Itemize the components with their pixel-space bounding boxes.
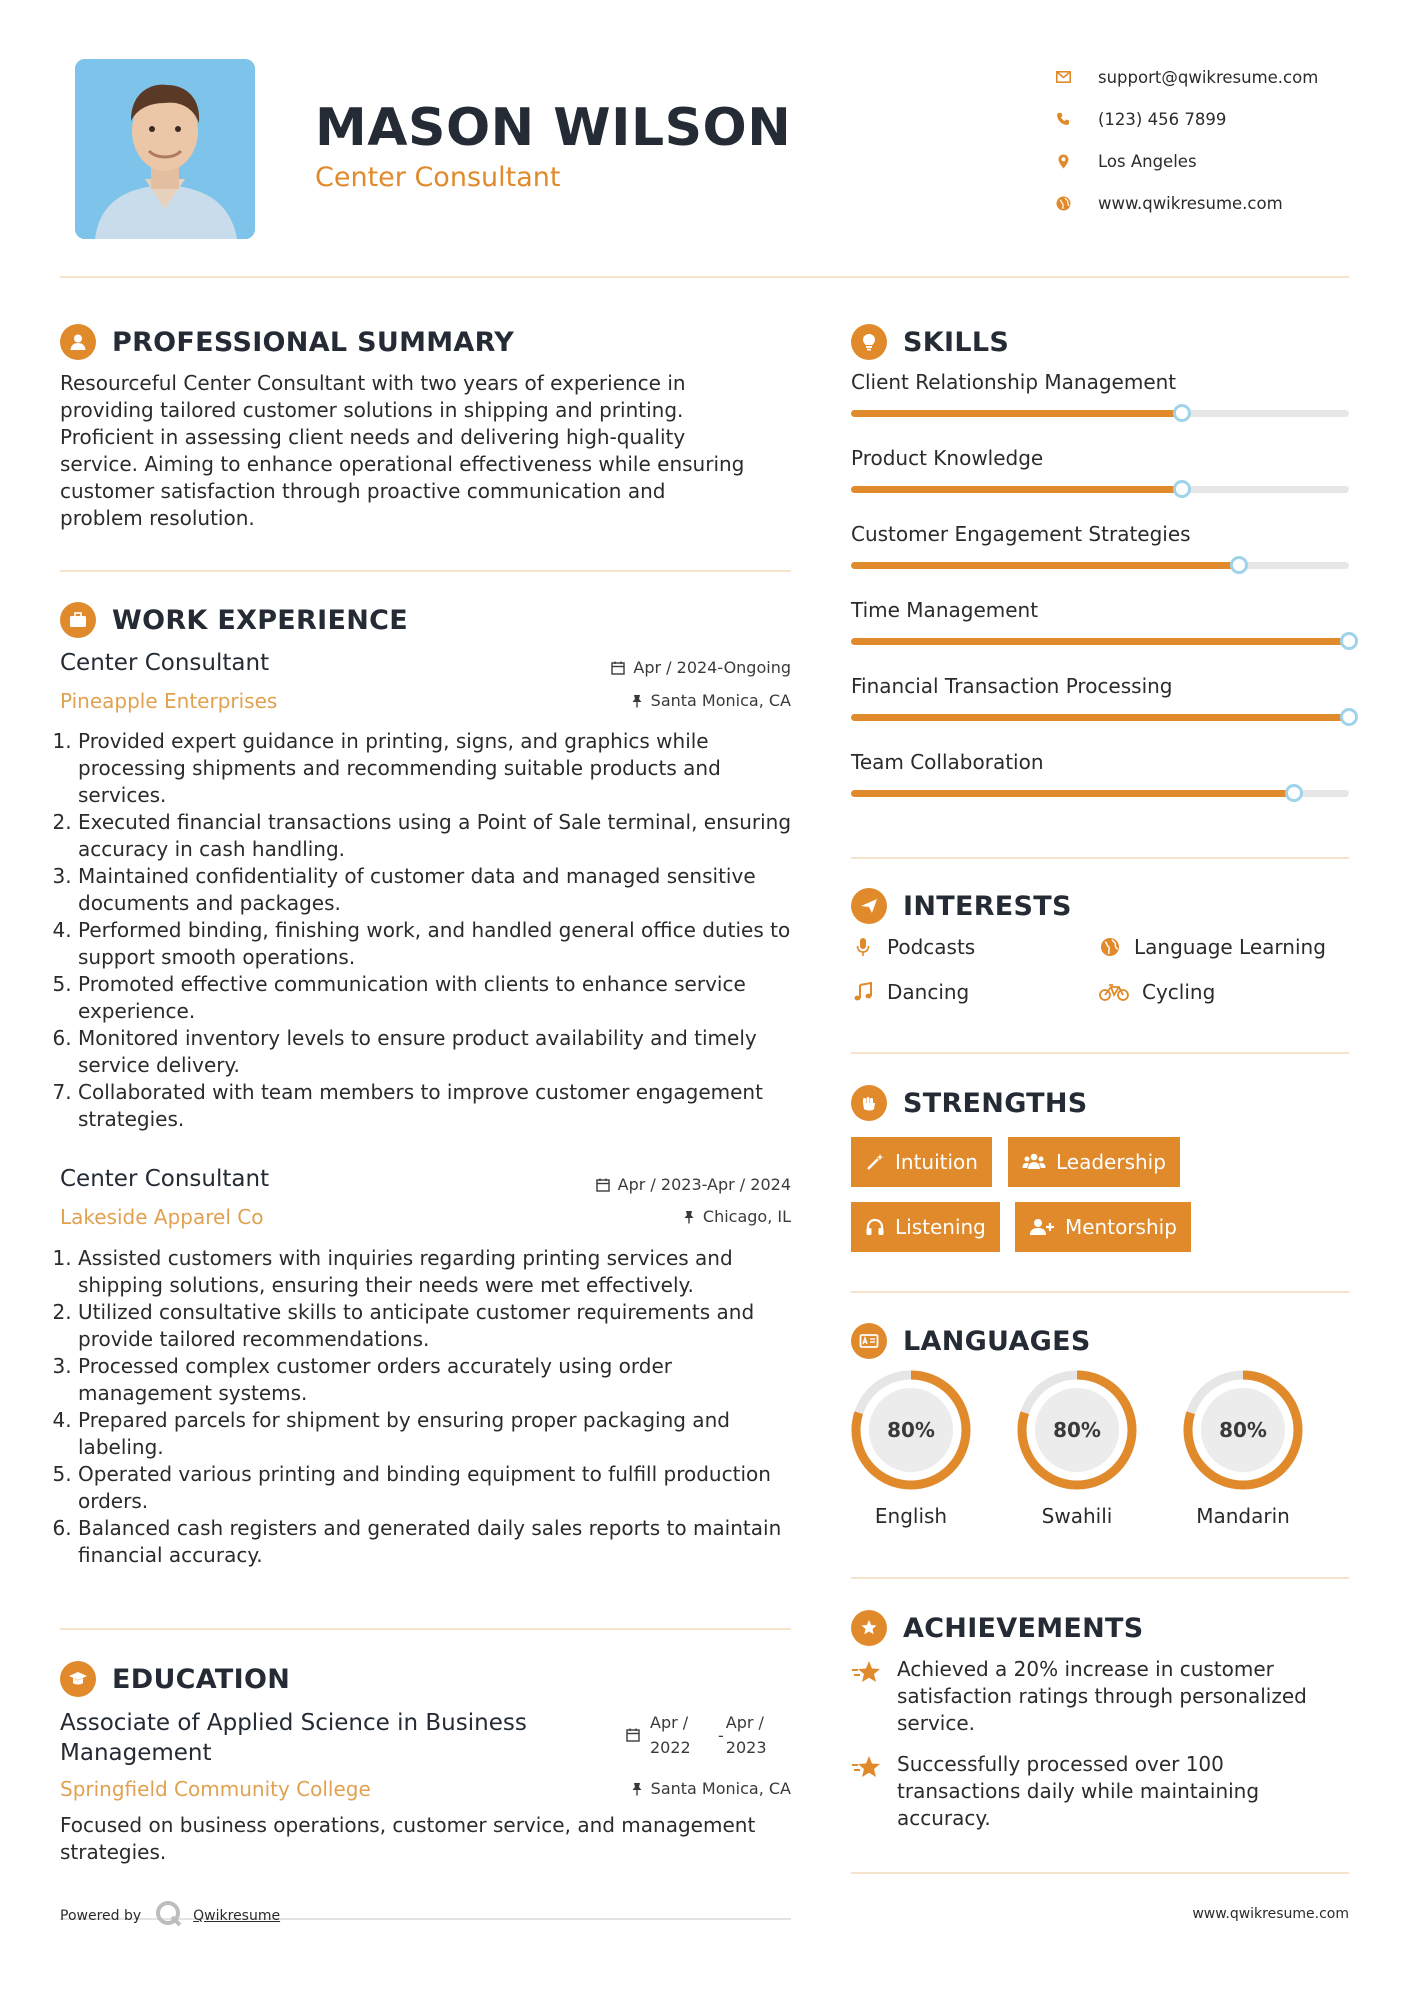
skill-item xyxy=(851,598,1349,645)
language-name: Mandarin xyxy=(1196,1504,1290,1528)
job-dates xyxy=(611,658,791,677)
user-plus-icon xyxy=(1029,1217,1055,1237)
experience-divider xyxy=(60,1628,791,1630)
duty-item: 6. Balanced cash registers and generated daily sales reports to maintain financial accuracy. xyxy=(78,1515,800,1569)
skill-name: Financial Transaction Processing xyxy=(851,674,1173,698)
skill-bar xyxy=(851,714,1349,721)
skills-title: SKILLS xyxy=(903,326,1010,358)
strength-badge xyxy=(1008,1137,1180,1187)
calendar-icon xyxy=(611,661,625,675)
strength-label: Intuition xyxy=(895,1150,978,1174)
contact-location-text: Los Angeles xyxy=(1098,151,1197,171)
graduation-icon xyxy=(60,1661,96,1697)
summary-line: Resourceful Center Consultant with two years of experience in xyxy=(60,371,686,395)
education-start-year: 2022 xyxy=(650,1738,691,1757)
skill-item xyxy=(851,750,1349,797)
education-location-text: Santa Monica, CA xyxy=(650,1779,791,1798)
summary-title: PROFESSIONAL SUMMARY xyxy=(112,326,515,358)
pushpin-icon xyxy=(631,1782,643,1796)
skill-name: Team Collaboration xyxy=(851,750,1044,774)
job-dates-text: Apr / 2023-Apr / 2024 xyxy=(617,1175,791,1194)
strength-label: Mentorship xyxy=(1065,1215,1177,1239)
education-end-year: 2023 xyxy=(725,1738,767,1757)
lightbulb-icon xyxy=(851,324,887,360)
language-item xyxy=(1015,1368,1139,1528)
skills-heading xyxy=(851,324,1009,360)
degree-title xyxy=(60,1708,527,1768)
skill-bar-knob xyxy=(1340,632,1358,650)
phone-icon xyxy=(1052,108,1074,130)
language-percent: 80% xyxy=(1053,1418,1101,1442)
user-icon xyxy=(60,324,96,360)
interests-divider xyxy=(851,1052,1349,1054)
fist-icon xyxy=(851,1085,887,1121)
achievement-line: accuracy. xyxy=(897,1806,991,1830)
profile-photo xyxy=(75,59,255,239)
job-location-text: Chicago, IL xyxy=(702,1207,791,1226)
language-percent: 80% xyxy=(1219,1418,1267,1442)
skill-bar-fill xyxy=(851,790,1294,797)
skill-name: Customer Engagement Strategies xyxy=(851,522,1191,546)
degree-line: Management xyxy=(60,1740,212,1766)
skill-bar-knob xyxy=(1285,784,1303,802)
duty-item: 3. Processed complex customer orders accurately using order management systems. xyxy=(78,1353,800,1407)
map-pin-icon xyxy=(1052,150,1074,172)
strength-label: Listening xyxy=(895,1215,986,1239)
skill-item xyxy=(851,446,1349,493)
skill-name: Client Relationship Management xyxy=(851,370,1177,394)
candidate-role: Center Consultant xyxy=(315,162,561,193)
job-location-text: Santa Monica, CA xyxy=(650,691,791,710)
skill-item xyxy=(851,522,1349,569)
skill-bar-knob xyxy=(1173,480,1191,498)
footer-website[interactable]: www.qwikresume.com xyxy=(1192,1906,1349,1922)
interest-item xyxy=(1098,980,1215,1004)
duty-item: 3. Maintained confidentiality of customer data and managed sensitive documents and packages. xyxy=(78,863,800,917)
paper-plane-icon xyxy=(851,888,887,924)
skill-bar xyxy=(851,562,1349,569)
experience-heading xyxy=(60,602,408,638)
duty-item: 5. Promoted effective communication with clients to enhance service experience. xyxy=(78,971,800,1025)
education-start-month: Apr / xyxy=(650,1713,689,1732)
education-desc-line: strategies. xyxy=(60,1840,167,1864)
summary-heading xyxy=(60,324,514,360)
duty-item: 2. Executed financial transactions using a Point of Sale terminal, ensuring accuracy in cash handling. xyxy=(78,809,800,863)
languages-title: LANGUAGES xyxy=(903,1325,1091,1357)
duty-item: 1. Provided expert guidance in printing, signs, and graphics while processing shipments and recommending suitable products and services. xyxy=(78,728,800,809)
duty-item: 2. Utilized consultative skills to anticipate customer requirements and provide tailored recommendations. xyxy=(78,1299,800,1353)
achievements-heading xyxy=(851,1610,1144,1646)
summary-line: problem resolution. xyxy=(60,506,255,530)
achievement-line: satisfaction ratings through personalized xyxy=(897,1684,1307,1708)
microphone-icon xyxy=(851,937,875,957)
bicycle-icon xyxy=(1098,983,1130,1001)
skill-bar-fill xyxy=(851,486,1182,493)
job-duties xyxy=(60,728,800,1133)
language-ring xyxy=(1015,1368,1139,1492)
skill-bar xyxy=(851,410,1349,417)
language-ring xyxy=(849,1368,973,1492)
skill-bar-fill xyxy=(851,638,1349,645)
interests-title: INTERESTS xyxy=(903,890,1072,922)
footer-powered-by xyxy=(60,1900,280,1932)
language-item xyxy=(849,1368,973,1528)
skill-item xyxy=(851,674,1349,721)
strength-badge xyxy=(1015,1202,1191,1252)
star-icon xyxy=(851,1656,887,1737)
interest-item xyxy=(851,980,969,1004)
globe-icon xyxy=(1098,937,1122,957)
job-company: Pineapple Enterprises xyxy=(60,689,278,713)
achievement-line: Achieved a 20% increase in customer xyxy=(897,1657,1274,1681)
school-name: Springfield Community College xyxy=(60,1777,371,1801)
skill-item xyxy=(851,370,1349,417)
strength-badge xyxy=(851,1202,1000,1252)
education-description xyxy=(60,1812,800,1866)
headphones-icon xyxy=(865,1217,885,1237)
calendar-icon xyxy=(596,1178,610,1192)
education-end-month: Apr / xyxy=(725,1713,764,1732)
strength-label: Leadership xyxy=(1056,1150,1166,1174)
contact-email[interactable] xyxy=(1052,56,1352,98)
languages-divider xyxy=(851,1577,1349,1579)
job-dates xyxy=(596,1175,791,1194)
education-dates xyxy=(626,1710,786,1760)
duty-item: 7. Collaborated with team members to improve customer engagement strategies. xyxy=(78,1079,800,1133)
magic-wand-icon xyxy=(865,1152,885,1172)
powered-by-text: Powered by xyxy=(60,1908,142,1924)
star-badge-icon xyxy=(851,1610,887,1646)
envelope-icon xyxy=(1052,66,1074,88)
contact-email-text: support@qwikresume.com xyxy=(1098,67,1319,87)
contact-website[interactable] xyxy=(1052,182,1352,224)
language-name: Swahili xyxy=(1041,1504,1113,1528)
summary-line: customer satisfaction through proactive communication and xyxy=(60,479,666,503)
achievement-item xyxy=(851,1656,1349,1737)
interest-label: Podcasts xyxy=(887,935,976,959)
globe-icon xyxy=(1052,192,1074,214)
contact-website-text: www.qwikresume.com xyxy=(1098,193,1283,213)
contact-phone-text: (123) 456 7899 xyxy=(1098,109,1227,129)
education-location xyxy=(631,1779,791,1798)
interest-label: Cycling xyxy=(1142,980,1216,1004)
date-separator: - xyxy=(718,1725,724,1745)
pushpin-icon xyxy=(683,1210,695,1224)
header-divider xyxy=(60,276,1349,278)
summary-divider xyxy=(60,570,791,572)
degree-line: Associate of Applied Science in Business xyxy=(60,1710,527,1736)
skill-bar-knob xyxy=(1340,708,1358,726)
calendar-icon xyxy=(626,1728,640,1742)
interest-label: Dancing xyxy=(887,980,970,1004)
achievements-divider xyxy=(851,1872,1349,1874)
education-desc-line: Focused on business operations, customer service, and management xyxy=(60,1813,756,1837)
education-end xyxy=(726,1710,786,1760)
education-heading xyxy=(60,1661,290,1697)
skill-bar-fill xyxy=(851,562,1239,569)
achievement-text xyxy=(897,1656,1307,1737)
language-name: English xyxy=(874,1504,948,1528)
qwikresume-link[interactable]: Qwikresume xyxy=(193,1908,281,1924)
skill-bar xyxy=(851,790,1349,797)
achievement-line: service. xyxy=(897,1711,975,1735)
interests-heading xyxy=(851,888,1072,924)
briefcase-icon xyxy=(60,602,96,638)
star-icon xyxy=(851,1751,887,1832)
duty-item: 1. Assisted customers with inquiries regarding printing services and shipping solutions, ensuring their needs were met effectively. xyxy=(78,1245,800,1299)
language-percent: 80% xyxy=(887,1418,935,1442)
summary-line: providing tailored customer solutions in shipping and printing. xyxy=(60,398,684,422)
interest-label: Language Learning xyxy=(1134,935,1326,959)
language-icon xyxy=(851,1323,887,1359)
education-start xyxy=(650,1710,710,1760)
achievement-line: transactions daily while maintaining xyxy=(897,1779,1260,1803)
summary-line: Proficient in assessing client needs and delivering high-quality xyxy=(60,425,686,449)
strengths-divider xyxy=(851,1291,1349,1293)
contact-block xyxy=(1052,56,1352,224)
interest-item xyxy=(851,935,975,959)
achievements-title: ACHIEVEMENTS xyxy=(903,1612,1144,1644)
strengths-heading xyxy=(851,1085,1088,1121)
users-icon xyxy=(1022,1152,1046,1172)
language-ring xyxy=(1181,1368,1305,1492)
skills-divider xyxy=(851,857,1349,859)
contact-phone[interactable] xyxy=(1052,98,1352,140)
job-company: Lakeside Apparel Co xyxy=(60,1205,264,1229)
skill-bar xyxy=(851,486,1349,493)
skill-bar-knob xyxy=(1173,404,1191,422)
skill-bar-fill xyxy=(851,714,1349,721)
skill-bar-knob xyxy=(1230,556,1248,574)
duty-item: 5. Operated various printing and binding equipment to fulfill production orders. xyxy=(78,1461,800,1515)
language-item xyxy=(1181,1368,1305,1528)
job-dates-text: Apr / 2024-Ongoing xyxy=(633,658,791,677)
contact-location xyxy=(1052,140,1352,182)
duty-item: 6. Monitored inventory levels to ensure product availability and timely service delivery. xyxy=(78,1025,800,1079)
summary-text xyxy=(60,370,800,532)
job-location xyxy=(683,1207,791,1226)
duty-item: 4. Performed binding, finishing work, and handled general office duties to support smooth operations. xyxy=(78,917,800,971)
job-title: Center Consultant xyxy=(60,650,270,676)
achievement-line: Successfully processed over 100 xyxy=(897,1752,1224,1776)
achievement-item xyxy=(851,1751,1349,1832)
interest-item xyxy=(1098,935,1326,959)
summary-line: service. Aiming to enhance operational effectiveness while ensuring xyxy=(60,452,745,476)
experience-title: WORK EXPERIENCE xyxy=(112,604,408,636)
job-duties xyxy=(60,1245,800,1569)
skill-bar xyxy=(851,638,1349,645)
pushpin-icon xyxy=(631,694,643,708)
job-title: Center Consultant xyxy=(60,1166,270,1192)
languages-heading xyxy=(851,1323,1091,1359)
duty-item: 4. Prepared parcels for shipment by ensuring proper packaging and labeling. xyxy=(78,1407,800,1461)
candidate-name: MASON WILSON xyxy=(315,98,792,158)
strengths-title: STRENGTHS xyxy=(903,1087,1088,1119)
achievement-text xyxy=(897,1751,1259,1832)
job-location xyxy=(631,691,791,710)
strength-badge xyxy=(851,1137,992,1187)
skill-bar-fill xyxy=(851,410,1182,417)
education-title: EDUCATION xyxy=(112,1663,291,1695)
skill-name: Time Management xyxy=(851,598,1039,622)
qwikresume-logo-icon xyxy=(155,1900,183,1932)
music-note-icon xyxy=(851,982,875,1002)
skill-name: Product Knowledge xyxy=(851,446,1044,470)
